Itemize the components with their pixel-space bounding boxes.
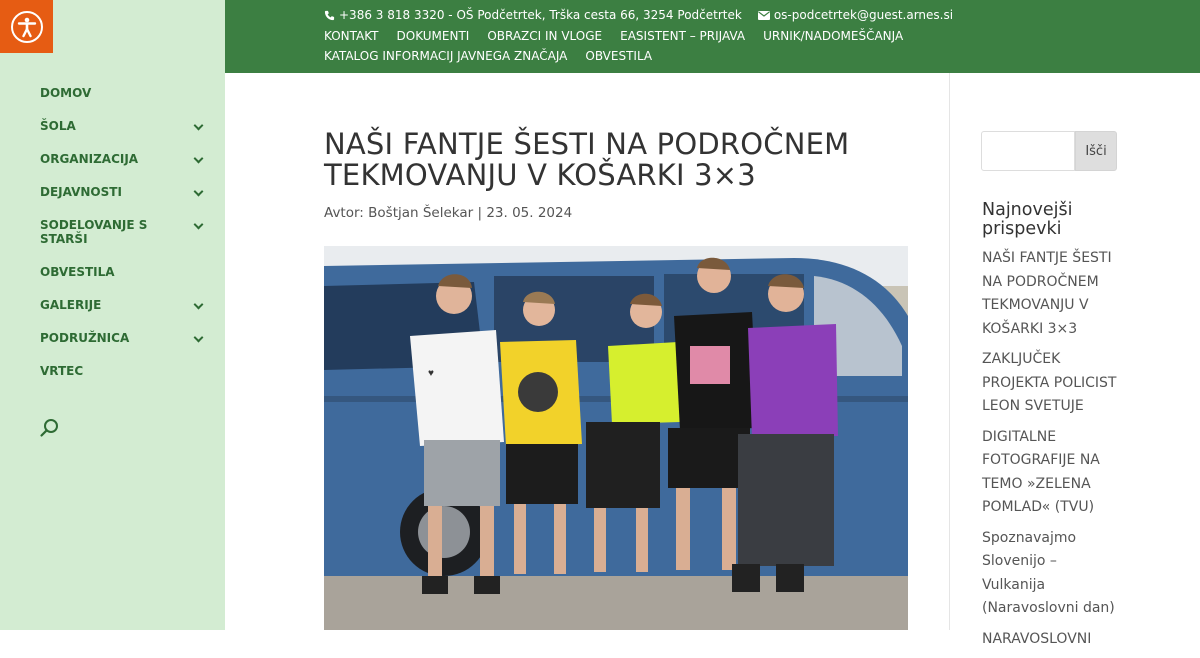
sidebar-item-label: GALERIJE [40,298,102,312]
recent-post-item [982,527,1120,621]
sidebar-nav [40,86,210,397]
chevron-down-icon[interactable] [194,333,204,343]
recent-post-link[interactable]: DIGITALNE FOTOGRAFIJE NA TEMO »ZELENA POMLAD« (TVU) [982,428,1100,515]
post-photo[interactable] [324,246,908,630]
post-title: NAŠI FANTJE ŠESTI NA PODROČNEM TEKMOVANJU V KOŠARKI 3×3 [324,127,850,192]
sidebar-item-1[interactable] [40,119,210,133]
sidebar-item-2[interactable] [40,152,210,166]
sidebar-item-label: SODELOVANJE S STARŠI [40,218,148,246]
recent-posts-title: Najnovejši prispevki [982,200,1073,239]
top-nav-link-5[interactable]: KATALOG INFORMACIJ JAVNEGA ZNAČAJA [324,49,568,63]
sidebar-item-7[interactable] [40,331,210,345]
top-nav-link-2[interactable]: OBRAZCI IN VLOGE [487,29,603,43]
left-sidebar [0,0,225,630]
sidebar-item-5[interactable] [40,265,210,279]
recent-post-item [982,426,1120,520]
recent-posts-list [982,247,1120,658]
phone-text: +386 3 818 3320 - OŠ Podčetrtek, Trška cesta 66, 3254 Podčetrtek [339,8,742,22]
post-meta: Avtor: Boštjan Šelekar | 23. 05. 2024 [324,205,573,221]
phone-info[interactable] [324,8,742,22]
recent-post-item [982,628,1120,652]
recent-post-link[interactable]: NAŠI FANTJE ŠESTI NA PODROČNEM TEKMOVANJU V KOŠARKI 3×3 [982,250,1112,337]
envelope-icon [758,11,770,20]
accessibility-button[interactable] [0,0,53,53]
sidebar-item-4[interactable] [40,218,210,246]
chevron-down-icon[interactable] [194,121,204,131]
phone-icon [324,10,335,21]
search-icon[interactable] [40,418,60,438]
search-input[interactable] [981,131,1075,171]
recent-post-item [982,247,1120,341]
recent-post-link[interactable]: NARAVOSLOVNI [982,630,1092,647]
email-text: os-podcetrtek@guest.arnes.si [773,8,954,22]
sidebar-item-6[interactable] [40,298,210,312]
chevron-down-icon[interactable] [194,154,204,164]
sidebar-item-3[interactable] [40,185,210,199]
sidebar-item-label: PODRUŽNICA [40,331,130,345]
accessibility-icon [11,11,43,43]
sidebar-item-8[interactable] [40,364,210,378]
sidebar-item-label: DOMOV [40,86,92,100]
top-bar [225,0,1200,73]
contact-info [324,8,953,22]
top-nav-link-3[interactable]: EASISTENT – PRIJAVA [620,29,746,43]
chevron-down-icon[interactable] [194,220,204,230]
top-nav-link-6[interactable]: OBVESTILA [585,49,653,63]
svg-text:♥: ♥ [428,368,434,379]
chevron-down-icon[interactable] [194,187,204,197]
top-nav-link-1[interactable]: DOKUMENTI [396,29,470,43]
email-info[interactable] [758,8,953,22]
top-nav [324,29,974,64]
sidebar-item-label: DEJAVNOSTI [40,185,122,199]
recent-post-item [982,348,1120,419]
sidebar-item-label: ŠOLA [40,119,76,133]
top-nav-link-4[interactable]: URNIK/NADOMEŠČANJA [763,29,904,43]
sidebar-divider [949,73,950,630]
recent-post-link[interactable]: Spoznavajmo Slovenijo – Vulkanija (Naravoslovni dan) [982,529,1115,616]
search-button[interactable]: Išči [1075,131,1117,171]
recent-post-link[interactable]: ZAKLJUČEK PROJEKTA POLICIST LEON SVETUJE [982,351,1117,414]
sidebar-item-label: VRTEC [40,364,84,378]
chevron-down-icon[interactable] [194,300,204,310]
sidebar-item-label: OBVESTILA [40,265,115,279]
sidebar-item-label: ORGANIZACIJA [40,152,139,166]
post-photo-image [324,246,908,630]
sidebar-item-0[interactable] [40,86,210,100]
top-nav-link-0[interactable]: KONTAKT [324,29,379,43]
